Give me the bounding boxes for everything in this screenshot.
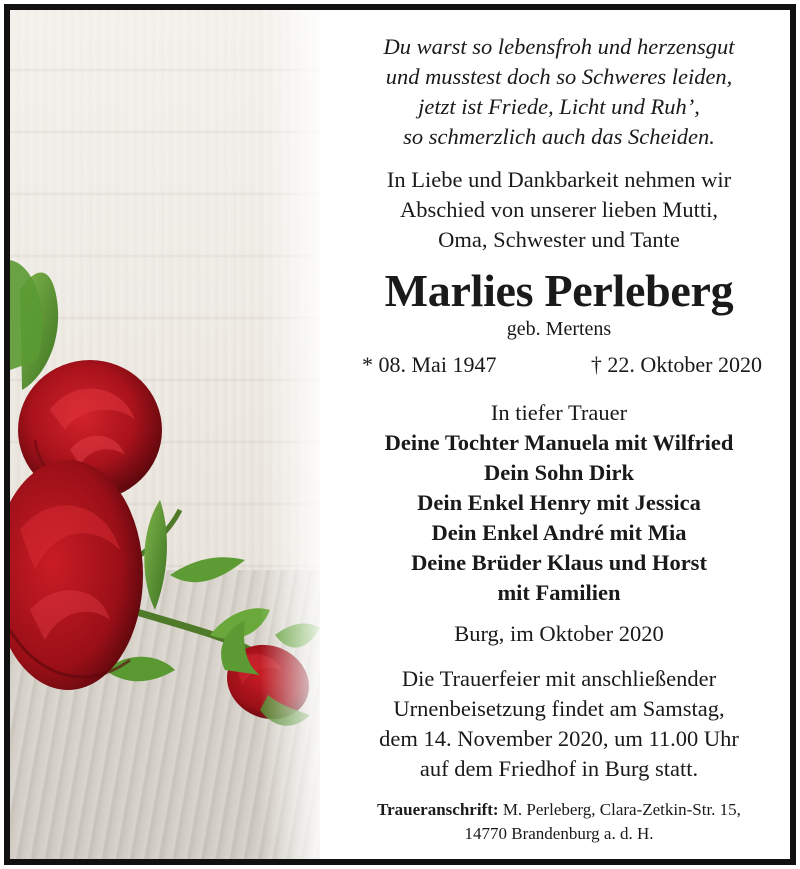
roses-photo bbox=[10, 10, 320, 859]
ceremony-line: Urnenbeisetzung findet am Samstag, bbox=[393, 696, 725, 721]
poem-line: jetzt ist Friede, Licht und Ruh’, bbox=[418, 94, 700, 119]
ceremony-line: dem 14. November 2020, um 11.00 Uhr bbox=[379, 726, 739, 751]
address-line-1 bbox=[328, 800, 790, 820]
poem-line: Du warst so lebensfroh und herzensgut bbox=[383, 34, 735, 59]
intro-line: In Liebe und Dankbarkeit nehmen wir bbox=[386, 167, 732, 192]
notice-text bbox=[328, 10, 790, 859]
obituary-notice bbox=[10, 10, 790, 859]
death-date: † 22. Oktober 2020 bbox=[590, 352, 762, 377]
ceremony-line: Die Trauerfeier mit anschließender bbox=[401, 666, 717, 691]
birth-name: geb. Mertens bbox=[506, 318, 612, 340]
poem-line: und musstest doch so Schweres leiden, bbox=[385, 64, 733, 89]
life-dates bbox=[328, 352, 790, 380]
mourner-line: Deine Brüder Klaus und Horst bbox=[411, 550, 707, 575]
deceased-name: Marlies Perleberg bbox=[384, 265, 734, 316]
notice-frame bbox=[4, 4, 796, 865]
place-date: Burg, im Oktober 2020 bbox=[454, 621, 664, 646]
mourning-intro: In tiefer Trauer bbox=[490, 400, 628, 425]
mourner-line: Dein Sohn Dirk bbox=[483, 460, 635, 485]
intro-line: Oma, Schwester und Tante bbox=[438, 227, 680, 252]
mourner-line: Dein Enkel Henry mit Jessica bbox=[417, 490, 701, 515]
mourner-line: mit Familien bbox=[497, 580, 621, 605]
birth-date: * 08. Mai 1947 bbox=[362, 352, 497, 377]
mourner-line: Deine Tochter Manuela mit Wilfried bbox=[384, 430, 734, 455]
poem-line: so schmerzlich auch das Scheiden. bbox=[403, 124, 715, 149]
mourner-line: Dein Enkel André mit Mia bbox=[431, 520, 687, 545]
address-street: M. Perleberg, Clara-Zetkin-Str. 15, bbox=[502, 800, 741, 819]
photo-fade bbox=[260, 10, 320, 859]
address-label: Traueranschrift: bbox=[377, 800, 499, 819]
ceremony-line: auf dem Friedhof in Burg statt. bbox=[419, 756, 699, 781]
address-line-2: 14770 Brandenburg a. d. H. bbox=[464, 824, 654, 843]
intro-line: Abschied von unserer lieben Mutti, bbox=[399, 197, 719, 222]
